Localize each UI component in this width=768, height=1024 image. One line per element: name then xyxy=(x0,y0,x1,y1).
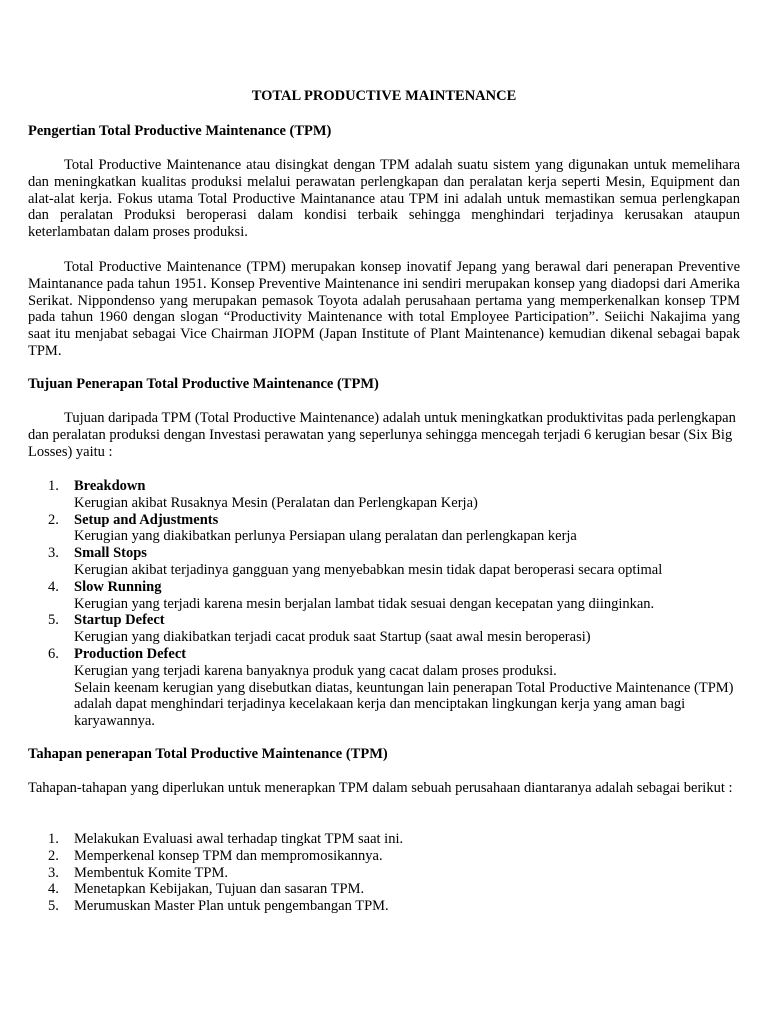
loss-description: Kerugian yang diakibatkan terjadi cacat produk saat Startup (saat awal mesin beroperasi) xyxy=(74,629,591,646)
paragraph-steps-intro: Tahapan-tahapan yang diperlukan untuk menerapkan TPM dalam sebuah perusahaan diantaranya adalah sebagai berikut : xyxy=(28,780,733,796)
list-item xyxy=(28,579,740,613)
section-heading-tahapan: Tahapan penerapan Total Productive Maintenance (TPM) xyxy=(28,746,388,762)
list-number: 4. xyxy=(48,881,59,898)
list-item xyxy=(28,612,740,646)
document-title: TOTAL PRODUCTIVE MAINTENANCE xyxy=(251,88,517,104)
paragraph-history: Total Productive Maintenance (TPM) merupakan konsep inovatif Jepang yang berawal dari penerapan Preventive Maintanance pada tahun 1951. Konsep Preventive Maintenance ini sendiri merupakan konsep yang diadopsi dari Amerika Serikat. Nippondenso yang merupakan pemasok Toyota adalah perusahaan pertama yang memperkenalkan konsep TPM pada tahun 1960 dengan slogan “Productivity Maintenance with total Employee Participation”. Seiichi Nakajima yang saat itu menjabat sebagai Vice Chairman JIOPM (Japan Institute of Plant Maintenance) kemudian dikenal sebagai bapak TPM. xyxy=(28,259,740,359)
paragraph-goal-intro: Tujuan daripada TPM (Total Productive Maintenance) adalah untuk meningkatkan produktivitas pada perlengkapan dan peralatan produksi dengan Investasi perawatan yang seperlunya sehingga mencegah terjadi 6 kerugian besar (Six Big Losses) yaitu : xyxy=(28,410,736,460)
list-item xyxy=(28,646,740,730)
step-text: Merumuskan Master Plan untuk pengembangan TPM. xyxy=(74,898,389,915)
loss-title: Slow Running xyxy=(74,578,162,595)
loss-title: Startup Defect xyxy=(74,612,165,629)
list-number: 2. xyxy=(48,511,59,528)
list-number: 3. xyxy=(48,864,59,881)
loss-description: Kerugian akibat terjadinya gangguan yang menyebabkan mesin tidak dapat beroperasi secara optimal xyxy=(74,561,663,578)
step-text: Melakukan Evaluasi awal terhadap tingkat TPM saat ini. xyxy=(74,831,404,847)
loss-description: Kerugian yang terjadi karena banyaknya produk yang cacat dalam proses produksi. xyxy=(74,662,557,679)
list-item xyxy=(28,831,740,848)
list-number: 3. xyxy=(48,545,59,562)
loss-description: Kerugian akibat Rusaknya Mesin (Peralatan dan Perlengkapan Kerja) xyxy=(74,494,478,511)
loss-description: Kerugian yang diakibatkan perlunya Persiapan ulang peralatan dan perlengkapan kerja xyxy=(74,528,577,545)
losses-closing-text: Selain keenam kerugian yang disebutkan diatas, keuntungan lain penerapan Total Productive Maintenance (TPM) adalah dapat menghindari terjadinya kecelakaan kerja dan menciptakan lingkungan kerja yang aman bagi karyawannya. xyxy=(74,679,734,730)
section-heading-pengertian: Pengertian Total Productive Maintenance (TPM) xyxy=(28,123,332,139)
section-heading-tujuan: Tujuan Penerapan Total Productive Maintenance (TPM) xyxy=(28,376,379,392)
loss-title: Production Defect xyxy=(74,645,187,662)
list-item xyxy=(28,545,740,579)
list-number: 5. xyxy=(48,898,59,915)
step-text: Membentuk Komite TPM. xyxy=(74,864,228,881)
loss-title: Small Stops xyxy=(74,545,147,562)
paragraph-definition: Total Productive Maintenance atau disingkat dengan TPM adalah suatu sistem yang digunakan untuk memelihara dan meningkatkan kualitas produksi melalui perawatan perlengkapan dan peralatan kerja seperti Mesin, Equipment dan alat-alat kerja. Fokus utama Total Productive Maintanance atau TPM ini adalah untuk memastikan semua perlengkapan dan peralatan Produksi beroperasi dalam kondisi terbaik sehingga menghindari terjadinya kerusakan ataupun keterlambatan dalam proses produksi. xyxy=(28,157,740,241)
step-text: Menetapkan Kebijakan, Tujuan dan sasaran TPM. xyxy=(74,881,365,898)
tpm-steps-list xyxy=(28,831,740,915)
loss-title: Breakdown xyxy=(74,478,146,494)
loss-description: Kerugian yang terjadi karena mesin berjalan lambat tidak sesuai dengan kecepatan yang diinginkan. xyxy=(74,595,655,612)
list-number: 2. xyxy=(48,847,59,864)
list-item xyxy=(28,512,740,546)
list-item xyxy=(28,881,740,898)
list-number: 5. xyxy=(48,612,59,629)
list-number: 6. xyxy=(48,645,59,662)
six-big-losses-list xyxy=(28,478,740,730)
list-number: 1. xyxy=(48,831,59,847)
list-item xyxy=(28,865,740,882)
loss-title: Setup and Adjustments xyxy=(74,511,219,528)
list-number: 1. xyxy=(48,478,59,494)
list-item xyxy=(28,898,740,915)
list-item xyxy=(28,848,740,865)
list-number: 4. xyxy=(48,578,59,595)
step-text: Memperkenal konsep TPM dan mempromosikannya. xyxy=(74,847,383,864)
list-item xyxy=(28,478,740,512)
